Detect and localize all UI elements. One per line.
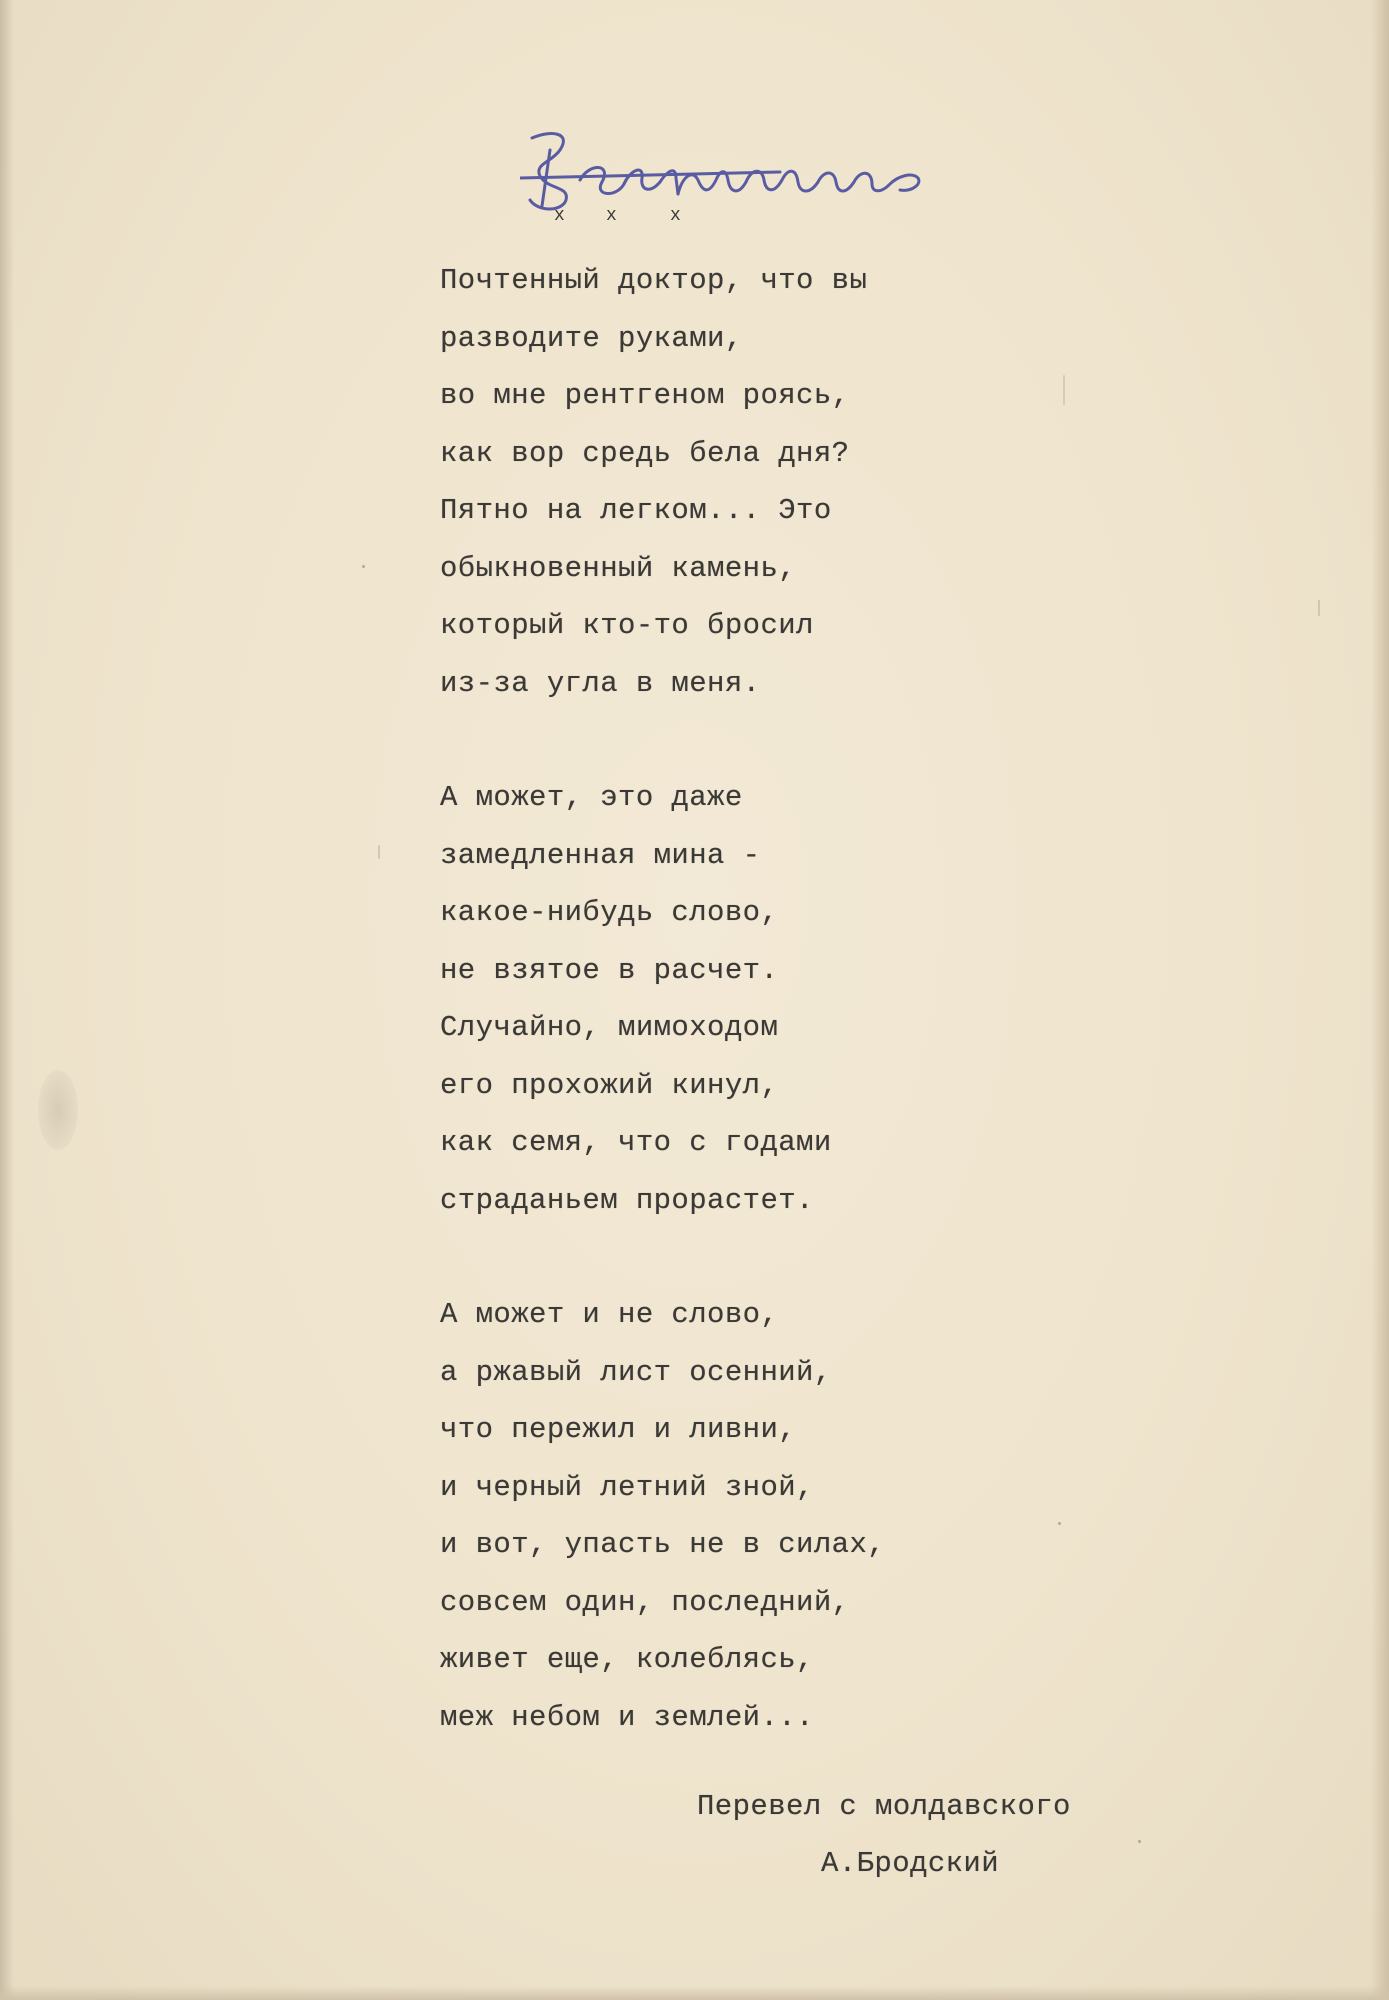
poem-line: его прохожий кинул,	[440, 1068, 779, 1102]
poem-line: замедленная мина -	[440, 838, 761, 872]
poem-line: Почтенный доктор, что вы	[440, 264, 868, 297]
poem-line: из-за угла в меня.	[440, 666, 761, 700]
paper-speck	[362, 565, 365, 568]
poem-line: А может и не слово,	[440, 1298, 779, 1331]
poem-line: Случайно, мимоходом	[440, 1011, 779, 1044]
svg-text:x: x	[606, 206, 617, 226]
translator-attribution	[697, 1778, 1197, 1892]
page-edge-shadow-bottom	[0, 1986, 1389, 2000]
poem-line: а ржавый лист осенний,	[440, 1355, 832, 1389]
paper-mark	[1318, 600, 1320, 616]
poem-line: который кто-то бросил	[440, 609, 814, 642]
stanza-2	[440, 769, 1200, 1229]
paper-smudge	[38, 1070, 78, 1150]
author-name: А.Бродский	[821, 1847, 1000, 1880]
paper-speck	[1138, 1840, 1141, 1843]
poem-line: как вор средь бела дня?	[440, 436, 850, 470]
poem-line: во мне рентгеном роясь,	[440, 379, 850, 412]
stanza-1	[440, 252, 1200, 712]
poem-line: разводите руками,	[440, 321, 743, 355]
poem-line: обыкновенный камень,	[440, 551, 797, 585]
poem-line: не взятое в расчет.	[440, 953, 779, 987]
poem-body	[440, 252, 1200, 1803]
poem-line: страданьем прорастет.	[440, 1183, 814, 1217]
page-edge-shadow-right	[1371, 0, 1389, 2000]
poem-line: какое-нибудь слово,	[440, 896, 779, 929]
stanza-3	[440, 1286, 1200, 1746]
poem-line: совсем один, последний,	[440, 1585, 850, 1619]
poem-line: живет еще, колеблясь,	[440, 1643, 814, 1676]
paper-mark	[1063, 375, 1065, 405]
translator-note: Перевел с молдавского	[697, 1790, 1071, 1823]
poem-line: и вот, упасть не в силах,	[440, 1528, 886, 1561]
page-edge-shadow-left	[0, 0, 14, 2000]
svg-text:x: x	[554, 206, 565, 226]
poem-line: меж небом и землей...	[440, 1700, 814, 1734]
poem-line: А может, это даже	[440, 781, 743, 814]
paper-mark	[378, 845, 380, 859]
poem-line: как семя, что с годами	[440, 1126, 832, 1159]
poem-line: что пережил и ливни,	[440, 1413, 797, 1446]
poem-line: Пятно на легком... Это	[440, 494, 832, 527]
handwritten-title	[520, 120, 940, 230]
svg-text:x: x	[670, 206, 681, 226]
paper-speck	[1058, 1522, 1061, 1525]
poem-line: и черный летний зной,	[440, 1470, 814, 1504]
